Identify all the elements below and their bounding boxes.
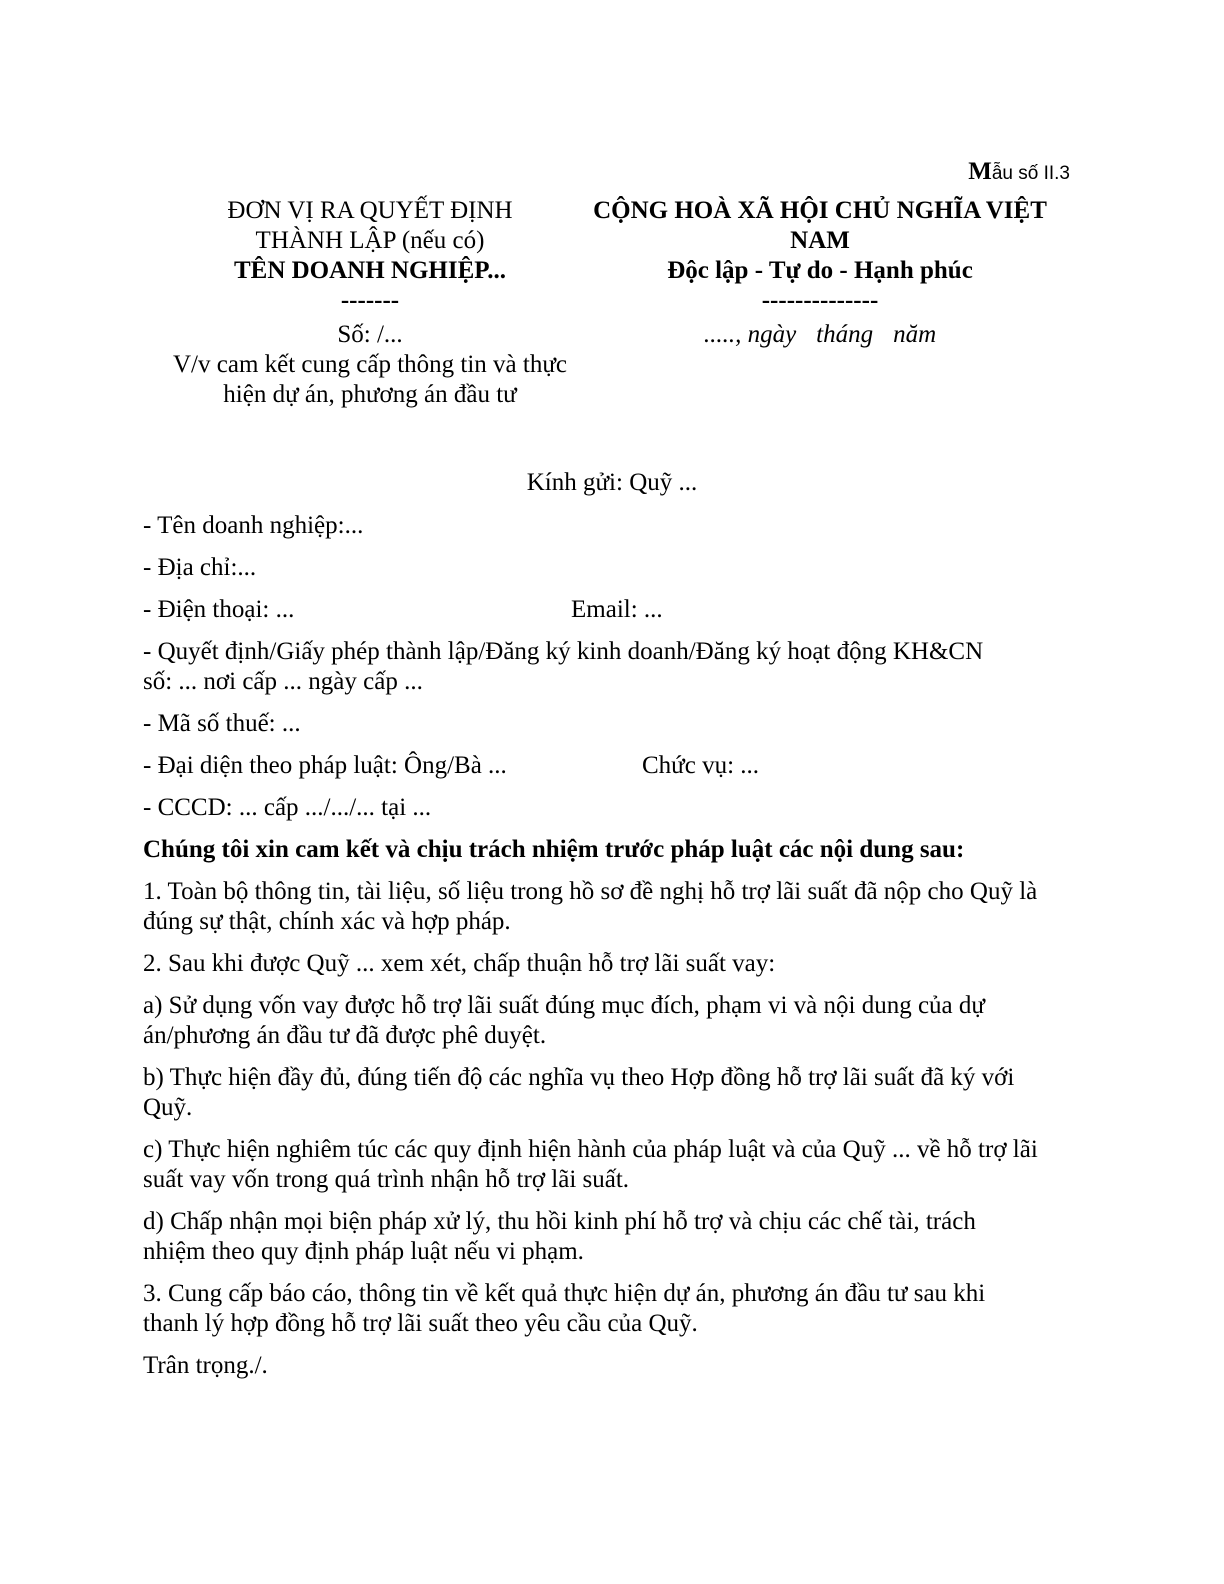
item-3-line2: thanh lý hợp đồng hỗ trợ lãi suất theo yêu cầu của Quỹ. <box>143 1310 698 1337</box>
header-left <box>130 196 610 410</box>
item-d-line2: nhiệm theo quy định pháp luật nếu vi phạm. <box>143 1238 584 1265</box>
field-position: Chức vụ: ... <box>642 752 760 779</box>
closing: Trân trọng./. <box>143 1352 268 1379</box>
item-a-line2: án/phương án đầu tư đã được phê duyệt. <box>143 1022 547 1049</box>
recipient: Kính gửi: Quỹ ... <box>526 469 698 496</box>
date-year: năm <box>893 321 937 348</box>
field-license <box>143 637 1083 697</box>
item-b <box>143 1063 1083 1123</box>
document-body <box>143 511 1083 1393</box>
item-a-line1: a) Sử dụng vốn vay được hỗ trợ lãi suất đúng mục đích, phạm vi và nội dung của dự <box>143 992 985 1019</box>
field-representative <box>143 751 1083 781</box>
field-phone-email <box>143 595 1083 625</box>
item-1-line2: đúng sự thật, chính xác và hợp pháp. <box>143 908 511 935</box>
item-d <box>143 1207 1083 1267</box>
header-right-rule: -------------- <box>761 287 879 314</box>
commitment-heading: Chúng tôi xin cam kết và chịu trách nhiệm trước pháp luật các nội dung sau: <box>143 836 965 863</box>
item-3 <box>143 1279 1083 1339</box>
field-email: Email: ... <box>571 596 663 623</box>
item-c-line1: c) Thực hiện nghiêm túc các quy định hiện hành của pháp luật và của Quỹ ... về hỗ trợ lãi <box>143 1136 1038 1163</box>
date-place-day: ....., ngày <box>703 321 797 348</box>
item-d-line1: d) Chấp nhận mọi biện pháp xử lý, thu hồi kinh phí hỗ trợ và chịu các chế tài, trách <box>143 1208 976 1235</box>
item-c <box>143 1135 1083 1195</box>
subject-line1: V/v cam kết cung cấp thông tin và thực <box>173 351 567 378</box>
field-rep: - Đại diện theo pháp luật: Ông/Bà ... <box>143 752 507 779</box>
field-license-line2: số: ... nơi cấp ... ngày cấp ... <box>143 668 423 695</box>
item-1 <box>143 877 1083 937</box>
subject-line2: hiện dự án, phương án đầu tư <box>223 381 517 408</box>
national-title-line2: NAM <box>790 227 850 254</box>
date-line <box>570 320 1070 350</box>
field-id: - CCCD: ... cấp .../.../... tại ... <box>143 794 432 821</box>
item-b-line2: Quỹ. <box>143 1094 193 1121</box>
form-code-rest: ẫu số II.3 <box>991 163 1070 184</box>
field-address: - Địa chỉ:... <box>143 554 257 581</box>
field-company: - Tên doanh nghiệp:... <box>143 512 364 539</box>
field-tax: - Mã số thuế: ... <box>143 710 301 737</box>
issuing-unit-line2: THÀNH LẬP (nếu có) <box>255 227 485 254</box>
item-1-line1: 1. Toàn bộ thông tin, tài liệu, số liệu trong hồ sơ đề nghị hỗ trợ lãi suất đã nộp cho Quỹ là <box>143 878 1038 905</box>
company-name-heading: TÊN DOANH NGHIỆP... <box>233 257 507 284</box>
item-2: 2. Sau khi được Quỹ ... xem xét, chấp thuận hỗ trợ lãi suất vay: <box>143 950 776 977</box>
header-right <box>570 196 1070 350</box>
field-license-line1: - Quyết định/Giấy phép thành lập/Đăng ký kinh doanh/Đăng ký hoạt động KH&CN <box>143 638 984 665</box>
national-motto: Độc lập - Tự do - Hạnh phúc <box>667 257 973 284</box>
item-a <box>143 991 1083 1051</box>
field-phone: - Điện thoại: ... <box>143 596 295 623</box>
national-title-line1: CỘNG HOÀ XÃ HỘI CHỦ NGHĨA VIỆT <box>593 197 1047 224</box>
item-c-line2: suất vay vốn trong quá trình nhận hỗ trợ lãi suất. <box>143 1166 630 1193</box>
item-b-line1: b) Thực hiện đầy đủ, đúng tiến độ các nghĩa vụ theo Hợp đồng hỗ trợ lãi suất đã ký với <box>143 1064 1015 1091</box>
header-left-rule: ------- <box>340 287 400 314</box>
date-month: tháng <box>816 321 874 348</box>
form-code-initial: M <box>968 158 992 185</box>
document-number: Số: /... <box>337 321 403 348</box>
form-code <box>968 158 1070 186</box>
item-3-line1: 3. Cung cấp báo cáo, thông tin về kết quả thực hiện dự án, phương án đầu tư sau khi <box>143 1280 986 1307</box>
issuing-unit-line1: ĐƠN VỊ RA QUYẾT ĐỊNH <box>227 197 513 224</box>
